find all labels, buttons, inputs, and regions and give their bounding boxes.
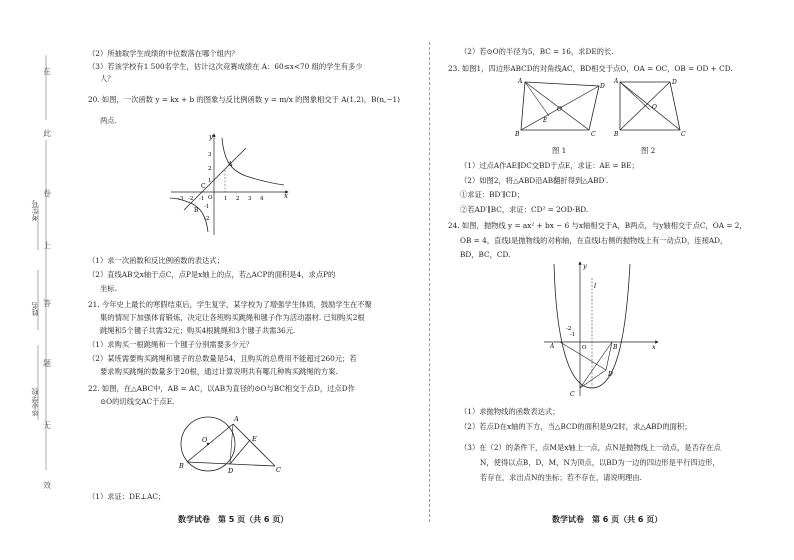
function-graph-figure [166, 130, 296, 240]
quadrilateral-figure-1 [515, 76, 607, 136]
point-b-label: B [194, 207, 199, 214]
y-tick: 1 [208, 178, 212, 184]
quadrilateral-figure-2 [612, 76, 690, 136]
seal-char: 效 [43, 481, 51, 490]
seal-char: 答 [43, 299, 51, 308]
figure-2-caption: 图 2 [641, 146, 656, 155]
fig22-label-b: B [179, 462, 184, 470]
field-label-school: 毕业学校 [31, 388, 39, 416]
segment-ae [525, 82, 549, 116]
seal-char: 题 [43, 359, 51, 368]
segment-ac [233, 424, 275, 466]
fig24-a-label: A [550, 343, 555, 350]
q23-part2-ii: ②若AD′∥BC，求证：CD² = 2OD·BD. [460, 205, 589, 214]
point-a-label: A [228, 161, 233, 168]
field-label-name: 姓名 [31, 302, 39, 316]
graph-x-label: x [284, 192, 288, 200]
q24-stem-line1: 24. 如图，抛物线 y = ax² + bx − 6 与x轴相交于A，B两点，与y轴相交于点C，OA = 2， [448, 221, 747, 230]
fig24-c-label: C [570, 391, 575, 398]
fig1-label-c: C [591, 131, 596, 136]
hyperbola-branch-2 [170, 198, 208, 232]
fig24-tick-neg1: -1 [570, 332, 576, 338]
field-label-student-id: 考生号 [31, 200, 39, 221]
fig22-label-a: A [234, 415, 239, 423]
q23-part1: （1）过点A作AE∥DC交BD于点E，求证：AE = BE； [460, 161, 639, 170]
fig24-d-label: D [608, 371, 613, 378]
seal-char: 此 [43, 129, 51, 138]
y-tick: 2 [208, 166, 212, 172]
seal-char: 卷 [43, 189, 51, 198]
q21-stem-line2: 集的情况下加强体育锻炼，决定让各班购买跳绳和毽子作为活动器材. 已知购买2根 [100, 313, 365, 322]
x-tick: 4 [260, 196, 264, 202]
fig2-label-o: O [652, 104, 657, 111]
q21-part2-line2: 要求购买跳绳的数量多于20根，通过计算说明共有哪几种购买跳绳的方案. [100, 367, 338, 376]
fig1-label-a: A [518, 78, 523, 85]
fig22-label-o: O [202, 436, 208, 444]
fig2-label-d: D [672, 79, 677, 86]
y-tick: -1 [204, 204, 210, 210]
page-divider [429, 42, 430, 522]
x-tick: 2 [236, 196, 240, 202]
segment-cd [580, 370, 606, 388]
seal-char: 上 [43, 241, 51, 250]
fig22-label-e: E [252, 435, 257, 443]
graph-y-label: y [209, 133, 213, 141]
left-page-footer: 数学试卷 第 5 页（共 6 页） [178, 515, 289, 524]
q19-part3-line2: 人？ [100, 74, 115, 83]
q24-part3-line3: 若存在，求出点N的坐标；若不存在，请说明理由. [480, 473, 642, 482]
fig24-y-label: y [583, 262, 587, 270]
q19-part3-line1: （3）若该学校有1 500名学生，估计这次竞赛成绩在 A：60≤x<70 组的学生有多少 [88, 62, 363, 71]
q24-part3-line2: N，使得以点B，D，M，N为顶点，以BD为一边的四边形是平行四边形， [480, 458, 720, 467]
parabola-figure [540, 258, 665, 398]
q24-part1: （1）求抛物线的函数表达式； [460, 407, 560, 416]
fig2-label-a: A [614, 78, 619, 85]
q24-part2: （2）若点D在x轴的下方，当△BCD的面积是9/2时，求△ABD的面积； [460, 422, 692, 431]
q22-part2: （2）若⊙O的半径为5，BC = 16，求DE的长. [460, 47, 614, 56]
fig2-diagonal-ac [620, 82, 680, 130]
x-tick: 3 [248, 196, 252, 202]
q21-stem-line3: 跳绳和5个毽子共需32元；购买4根跳绳和3个毽子共需36元. [100, 326, 296, 335]
seal-char: 无 [43, 421, 51, 430]
q20-part1: （1）求一次函数和反比例函数的表达式； [88, 256, 224, 265]
fig2-label-c: C [681, 131, 686, 136]
circle-triangle-figure [175, 410, 287, 478]
q22-stem-line2: ⊙O的切线交AC于点E. [100, 397, 175, 406]
fig1-label-b: B [515, 131, 520, 136]
seal-line-art [0, 0, 60, 560]
fig24-b-label: B [613, 344, 618, 351]
q22-part1: （1）求证：DE⊥AC； [88, 492, 166, 501]
x-tick: -3 [178, 196, 184, 202]
fig24-x-label: x [652, 343, 656, 351]
q22-stem-line1: 22. 如图，在△ABC中，AB = AC，以AB为直径的⊙O与BC相交于点D，过点D作 [88, 384, 355, 393]
q24-part3-line1: （3）在（2）的条件下，点M是x轴上一点，点N是抛物线上一动点，是否存在点 [460, 443, 721, 452]
fig24-tick-neg2: -2 [566, 326, 572, 332]
fig24-origin-label: O [582, 345, 587, 351]
q24-stem-line2: OB = 4，直线l是抛物线的对称轴，在直线l右侧的抛物线上有一动点D，连接AD， [460, 236, 728, 245]
q24-stem-line3: BD，BC，CD. [460, 250, 511, 259]
diameter-ab [187, 424, 233, 462]
figure-1-caption: 图 1 [552, 146, 567, 155]
origin-label: O [208, 195, 213, 201]
y-tick: -2 [204, 216, 210, 222]
q20-part2-line2: 坐标. [100, 284, 117, 293]
q20-stem-line2: 两点. [100, 116, 117, 125]
fig1-label-o: O [557, 106, 562, 113]
q23-part2: （2）如图2，将△ABD沿AB翻折得到△ABD′. [460, 176, 609, 185]
q20-stem-line1: 20. 如图，一次函数 y = kx + b 的图象与反比例函数 y = m/x 的图象相交于 A(1,2)，B(n,−1) [88, 95, 400, 104]
x-tick: 1 [224, 196, 228, 202]
q21-stem-line1: 21. 今年史上最长的寒假结束后，学生复学，某学校为了增强学生体质，鼓励学生在不聚 [88, 300, 372, 309]
fig2-segment-ao [620, 82, 650, 110]
point-c-label: C [201, 183, 206, 190]
fig24-l-label: l [594, 282, 597, 290]
x-tick: -1 [199, 196, 205, 202]
fig2-label-b: B [614, 131, 619, 136]
right-page-footer: 数学试卷 第 6 页（共 6 页） [552, 515, 663, 524]
x-tick: -2 [188, 196, 194, 202]
q20-part2-line1: （2）直线AB交x轴于点C，点P是x轴上的点，若△ACP的面积是4，求点P的 [88, 270, 336, 279]
q21-part1: （1）求购买一根跳绳和一个毽子分别需要多少元？ [88, 340, 254, 349]
q23-stem: 23. 如图1，四边形ABCD的对角线AC，BD相交于点O，OA = OC，OB = OD + CD. [448, 64, 733, 73]
seal-char: 在 [43, 67, 51, 76]
fig1-label-d: D [600, 83, 605, 90]
tangent-de [230, 440, 250, 464]
fig1-label-e: E [543, 117, 548, 124]
fig22-label-d: D [228, 467, 234, 475]
y-tick: 3 [208, 152, 212, 158]
q19-part2: （2）所抽取学生成绩的中位数落在哪个组内？ [88, 49, 239, 58]
q21-part2-line1: （2）某班需要购买跳绳和毽子的总数量是54，且购买的总费用不能超过260元；若 [88, 354, 357, 363]
q23-part2-i: ①求证：BD′∥CD； [460, 190, 525, 199]
fig22-label-c: C [276, 466, 281, 474]
